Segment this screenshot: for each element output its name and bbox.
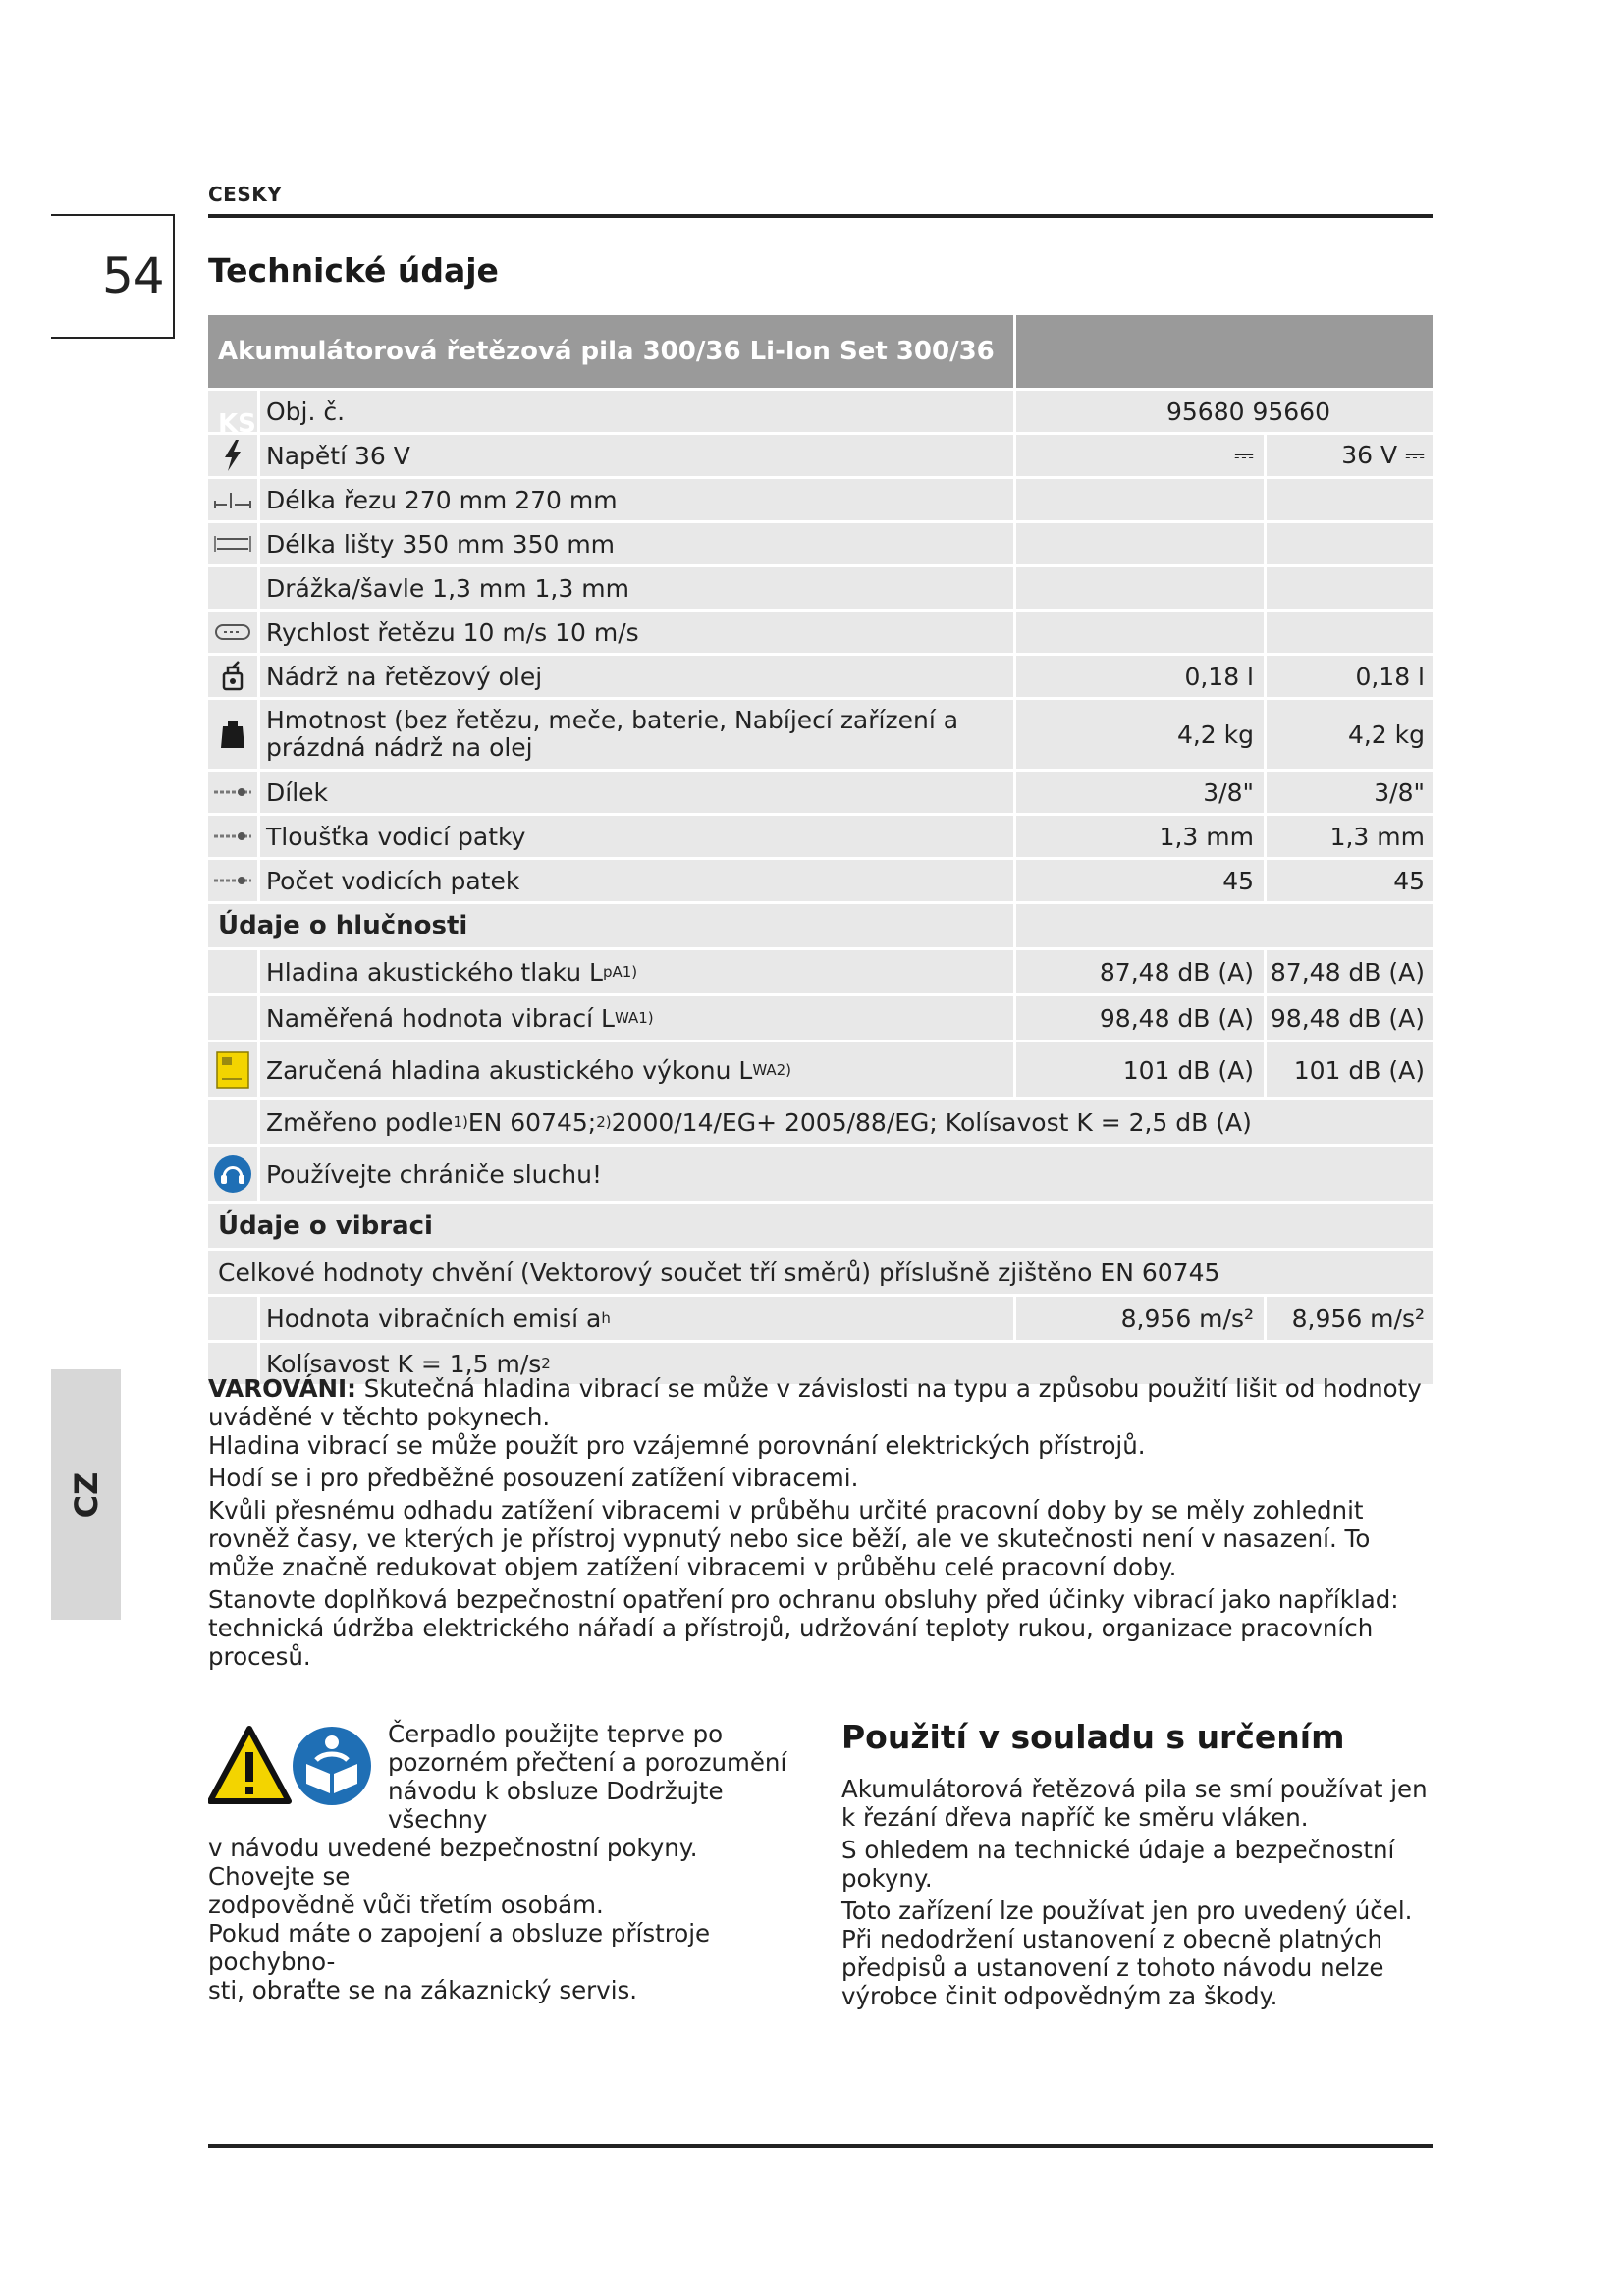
side-tab-label: CZ <box>67 1471 105 1518</box>
value-col2: 98,48 dB (A) <box>1264 996 1433 1040</box>
row-label: Hodnota vibračních emisí a h <box>257 1297 1013 1340</box>
page-title: Technické údaje <box>208 251 499 290</box>
value-col1: 87,48 dB (A) <box>1013 950 1264 993</box>
section-title: Údaje o hlučnosti <box>218 911 468 940</box>
oil-can-icon <box>208 656 257 697</box>
value-col2: 45 <box>1264 860 1433 901</box>
table-row <box>208 1251 1433 1297</box>
intended-use-text: Akumulátorová řetězová pila se smí používat jen k řezání dřeva napříč ke směru vláken. S ohledem na technické údaje a bezpečnostní pokyny. Toto zařízení lze používat jen pro uvedený účel. Při nedodržení ustanovení z obecně platných předpisů a ustanovení z tohoto návodu nelze výrobce činit odpovědným za škody. <box>841 1775 1428 2010</box>
row-label: Rychlost řetězu 10 m/s 10 m/s <box>257 612 1013 653</box>
value-col2: 4,2 kg <box>1264 700 1433 769</box>
row-label: Obj. č. <box>257 391 1013 432</box>
chain-icon <box>208 816 257 857</box>
chain-icon <box>208 772 257 813</box>
table-row <box>208 950 1433 996</box>
value-col1: 0,18 l <box>1013 656 1264 697</box>
value-col1: 101 dB (A) <box>1013 1042 1264 1097</box>
section-title: Údaje o vibraci <box>218 1211 433 1241</box>
table-row <box>208 1147 1433 1204</box>
manual-notice: Čerpadlo použijte teprve po pozorném přečtení a porozumění návodu k obsluze Dodržujte všechny v návodu uvedené bezpečnostní pokyny. Chovejte se zodpovědně vůči třetím osobám. Pokud máte o zapojení a obsluze přístroje pochybno- sti, obraťte se na zákaznický servis. <box>208 1720 787 2004</box>
intended-use-title: Použití v souladu s určením <box>841 1718 1345 1756</box>
table-row <box>208 772 1433 816</box>
value-col1: 3/8" <box>1013 772 1264 813</box>
value-col1: 8,956 m/s² <box>1013 1297 1264 1340</box>
page-number: 54 <box>102 247 165 304</box>
order-numbers: 95680 95660 <box>1013 391 1433 432</box>
header-rule <box>208 214 1433 218</box>
page-number-frame-side <box>173 214 175 338</box>
value-col1: ⎓ <box>1013 435 1264 476</box>
row-label: Hmotnost (bez řetězu, meče, baterie, Nabíjecí zařízení a prázdná nádrž na olej <box>257 700 1013 769</box>
page-number-frame-bottom <box>51 337 175 339</box>
value-col1: 4,2 kg <box>1013 700 1264 769</box>
value-col2: 3/8" <box>1264 772 1433 813</box>
table-row <box>208 1100 1433 1147</box>
value-col2: 36 V ⎓ <box>1264 435 1433 476</box>
ear-protection-icon <box>208 1147 257 1201</box>
value-col2: 0,18 l <box>1264 656 1433 697</box>
page-number-frame-top <box>51 214 175 216</box>
table-row <box>208 1297 1433 1343</box>
vibration-warning: VAROVÁNI: Skutečná hladina vibrací se může v závislosti na typu a způsobu použití lišit od hodnoty uváděné v těchto pokynech. Hladina vibrací se může použít pro vzájemné porovnání elektrických přístrojů. Hodí se i pro předběžné posouzení zatížení vibracemi. Kvůli přesnému odhadu zatížení vibracemi v průběhu určité pracovní doby by se měly zohlednit rovněž časy, ve kterých je přístroj vypnutý nebo sice běží, ale ve skutečnosti není v nasazení. To může značně redukovat objem zatížení vibracemi v průběhu celé pracovní doby. Stanovte doplňková bezpečnostní opatření pro ochranu obsluhy před účinky vibrací jako například: technická údržba elektrického nářadí a přístrojů, udržování teploty rukou, organizace pracovních procesů. <box>208 1374 1422 1671</box>
row-label: Délka lišty 350 mm 350 mm <box>257 523 1013 564</box>
value-col2: 8,956 m/s² <box>1264 1297 1433 1340</box>
weight-icon <box>208 700 257 769</box>
row-label: Dílek <box>257 772 1013 813</box>
row-label: Tloušťka vodicí patky <box>257 816 1013 857</box>
table-row <box>208 523 1433 567</box>
table-row <box>208 816 1433 860</box>
language-side-tab <box>51 1369 121 1620</box>
table-row <box>208 391 1433 435</box>
row-label: Nádrž na řetězový olej <box>257 656 1013 697</box>
value-col2: 101 dB (A) <box>1264 1042 1433 1097</box>
section-header-vibration <box>208 1204 1433 1251</box>
table-row <box>208 996 1433 1042</box>
row-label: Počet vodicích patek <box>257 860 1013 901</box>
hearing-protection-note: Používejte chrániče sluchu! <box>257 1147 1433 1201</box>
value-col2: 1,3 mm <box>1264 816 1433 857</box>
table-row <box>208 612 1433 656</box>
bar-length-icon <box>208 523 257 564</box>
footer-rule <box>208 2144 1433 2148</box>
table-row <box>208 700 1433 772</box>
row-label: Napětí 36 V <box>257 435 1013 476</box>
value-col1: 98,48 dB (A) <box>1013 996 1264 1040</box>
table-row <box>208 656 1433 700</box>
section-header-noise <box>208 904 1433 950</box>
table-row <box>208 1042 1433 1100</box>
product-name: Akumulátorová řetězová pila 300/36 Li-Ion Set 300/36 KS <box>218 337 995 439</box>
cut-length-icon <box>208 479 257 520</box>
vibration-total-note: Celkové hodnoty chvění (Vektorový součet tří směrů) příslušně zjištěno EN 60745 <box>218 1257 1220 1287</box>
value-col1: 1,3 mm <box>1013 816 1264 857</box>
lightning-icon <box>208 435 257 476</box>
row-label: Drážka/šavle 1,3 mm 1,3 mm <box>257 567 1013 609</box>
row-label: Délka řezu 270 mm 270 mm <box>257 479 1013 520</box>
row-label: Kolísavost K = 1,5 m/s 2 <box>257 1343 1433 1384</box>
row-label: Zaručená hladina akustického výkonu L WA 2) <box>257 1042 1013 1097</box>
noise-label-icon <box>208 1042 257 1097</box>
value-col2: 87,48 dB (A) <box>1264 950 1433 993</box>
row-label: Hladina akustického tlaku L pA 1) <box>257 950 1013 993</box>
chain-speed-icon <box>208 612 257 653</box>
language-label: CESKY <box>208 183 283 206</box>
spec-table <box>208 315 1433 1384</box>
chain-icon <box>208 860 257 901</box>
table-row <box>208 435 1433 479</box>
table-row <box>208 479 1433 523</box>
measured-standards: Změřeno podle 1) EN 60745; 2) 2000/14/EG+ 2005/88/EG; Kolísavost K = 2,5 dB (A) <box>257 1100 1433 1144</box>
row-label: Naměřená hodnota vibrací L WA 1) <box>257 996 1013 1040</box>
table-row <box>208 567 1433 612</box>
table-row <box>208 860 1433 904</box>
value-col1: 45 <box>1013 860 1264 901</box>
